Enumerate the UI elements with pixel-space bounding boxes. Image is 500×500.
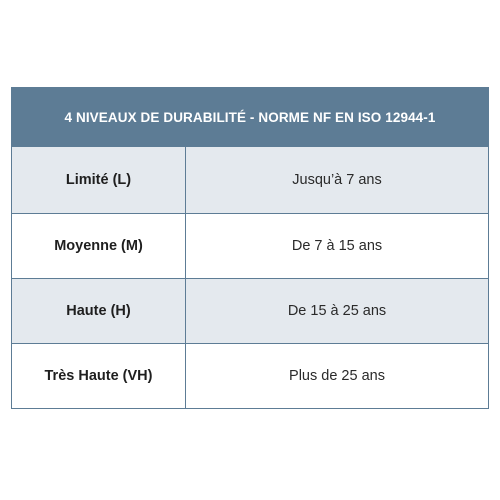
durability-duration-cell: De 15 à 25 ans bbox=[287, 303, 387, 319]
durability-table bbox=[11, 87, 489, 409]
table-row bbox=[12, 343, 488, 408]
durability-level-cell: Limité (L) bbox=[12, 147, 186, 213]
table-row bbox=[12, 278, 488, 343]
table-title: 4 NIVEAUX DE DURABILITÉ - NORME NF EN ISO 12944-1 bbox=[11, 87, 489, 147]
durability-level-cell: Haute (H) bbox=[12, 279, 186, 343]
durability-level-cell: Très Haute (VH) bbox=[12, 344, 186, 408]
durability-duration-cell: Jusqu’à 7 ans bbox=[292, 172, 382, 188]
durability-duration-cell: De 7 à 15 ans bbox=[291, 238, 383, 254]
durability-level-cell: Moyenne (M) bbox=[12, 214, 186, 278]
durability-duration-cell: Plus de 25 ans bbox=[289, 368, 385, 384]
table-row bbox=[12, 213, 488, 278]
table-row bbox=[12, 147, 488, 213]
table-body bbox=[11, 147, 489, 409]
